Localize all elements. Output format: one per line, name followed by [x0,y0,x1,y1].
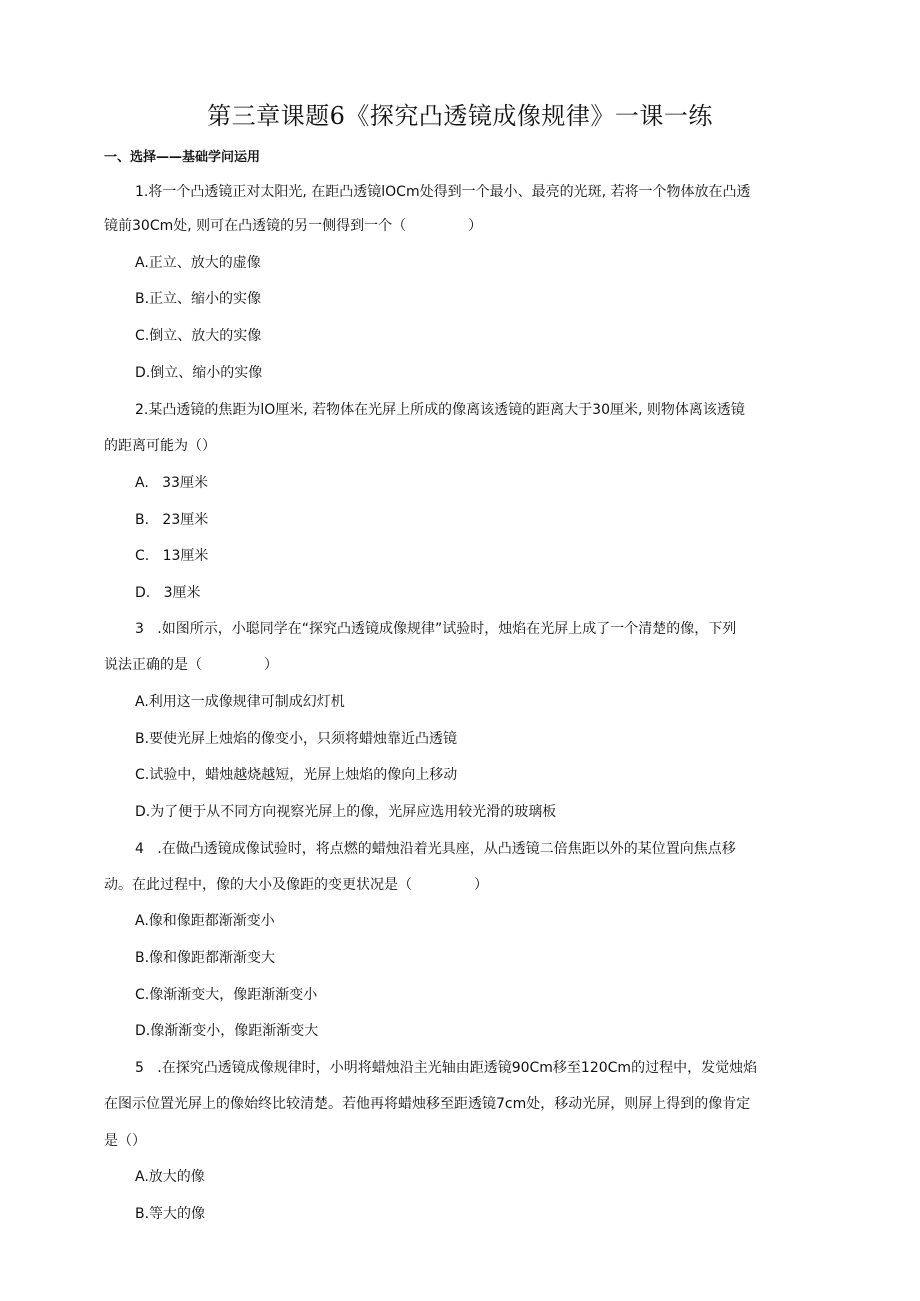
question-4-option-d: D.像渐渐变小，像距渐渐变大 [135,1023,319,1039]
question-2-option-b: B. 23厘米 [135,512,209,528]
question-1-option-a: A.正立、放大的虚像 [135,255,261,271]
question-3-line-2: 说法正确的是（ ） [104,657,278,673]
question-1-option-b: B.正立、缩小的实像 [135,291,262,307]
question-4-option-b: B.像和像距都渐渐变大 [135,950,276,966]
question-2-option-a: A. 33厘米 [135,475,208,491]
question-4-option-c: C.像渐渐变大，像距渐渐变小 [135,987,318,1003]
question-4-option-a: A.像和像距都渐渐变小 [135,913,275,929]
question-5-line-1: 5 .在探究凸透镜成像规律时，小明将蜡烛沿主光轴由距透镜90Cm移至120Cm的过程中，发觉烛焰 [135,1060,758,1076]
question-2-line-2: 的距离可能为（） [104,438,216,454]
question-4-line-2: 动。在此过程中，像的大小及像距的变更状况是（ ） [104,877,488,893]
question-3-option-b: B.要使光屏上烛焰的像变小，只须将蜡烛靠近凸透镜 [135,731,458,747]
question-2-line-1: 2.某凸透镜的焦距为lO厘米, 若物体在光屏上所成的像离该透镜的距离大于30厘米, 则物体离该透镜 [135,402,745,418]
question-1-line-1: 1.将一个凸透镜正对太阳光, 在距凸透镜lOCm处得到一个最小、最亮的光斑, 若将一个物体放在凸透 [135,184,751,200]
question-5-option-b: B.等大的像 [135,1206,206,1222]
question-5-option-a: A.放大的像 [135,1169,205,1185]
question-3-option-d: D.为了便于从不同方向视察光屏上的像，光屏应选用较光滑的玻璃板 [135,804,557,820]
question-4-line-1: 4 .在做凸透镜成像试验时，将点燃的蜡烛沿着光具座，从凸透镜二倍焦距以外的某位置向焦点移 [135,841,736,857]
question-2-option-d: D. 3厘米 [135,585,201,601]
question-3-option-c: C.试验中，蜡烛越烧越短，光屏上烛焰的像向上移动 [135,767,458,783]
question-3-line-1: 3 .如图所示，小聪同学在“探究凸透镜成像规律”试验时，烛焰在光屏上成了一个清楚的像，下列 [135,621,737,637]
question-2-option-c: C. 13厘米 [135,548,209,564]
page-title: 第三章课题6《探究凸透镜成像规律》一课一练 [207,102,713,130]
question-1-option-c: C.倒立、放大的实像 [135,328,262,344]
question-1-line-2: 镜前30Cm处, 则可在凸透镜的另一侧得到一个（ ） [104,218,483,234]
section-heading: 一、选择——基础学问运用 [104,150,261,165]
question-5-line-2: 在图示位置光屏上的像始终比较清楚。若他再将蜡烛移至距透镜7cm处，移动光屏，则屏上得到的像肯定 [104,1096,751,1112]
question-3-option-a: A.利用这一成像规律可制成幻灯机 [135,694,345,710]
question-1-option-d: D.倒立、缩小的实像 [135,365,263,381]
question-5-line-3: 是（） [104,1133,146,1149]
